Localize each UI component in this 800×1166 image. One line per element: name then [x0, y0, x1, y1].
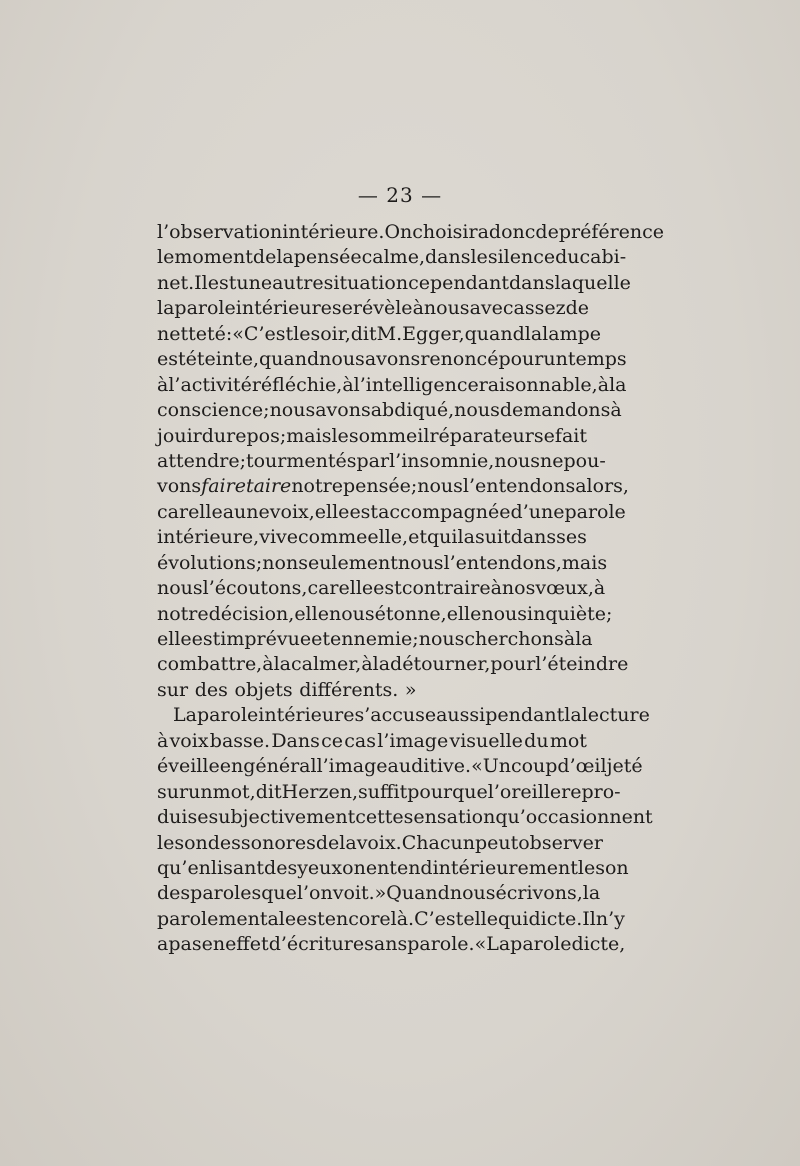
text-line: a pas en effet d’écriture sans parole. « La parole dicte, — [157, 933, 626, 956]
text-line: netteté : « C’est le soir, dit M. Egger, quand la lampe — [157, 322, 601, 345]
text-line: parole mentale est encore là. C’est elle qui dicte. Il n’y — [157, 907, 625, 930]
text-line: à voix basse. Dans ce cas l’image visuelle du mot — [157, 729, 587, 752]
text-line: elle est imprévue et ennemie; nous cherchons à la — [157, 628, 593, 650]
text-line: net. Il est une autre situation cependant dans laquelle — [157, 271, 631, 294]
text-line: des paroles que l’on voit. » Quand nous écrivons, la — [157, 882, 601, 905]
text-line: attendre; tourmentés par l’insomnie, nous ne pou- — [157, 449, 606, 472]
text-line: qu’en lisant des yeux on entend intérieurement le son — [157, 856, 629, 879]
text-line: est éteinte, quand nous avons renoncé pour un temps — [157, 348, 627, 371]
text-line: la parole intérieure se révèle à nous avec assez de — [157, 297, 590, 320]
text-line: le moment de la pensée calme, dans le silence du cabi- — [157, 246, 627, 269]
body-text — [157, 220, 665, 958]
text-line: jouir du repos; mais le sommeil réparateur se fait — [157, 424, 587, 447]
text-line: duise subjectivement cette sensation qu’occasionnent — [157, 806, 653, 829]
text-line: notre décision, elle nous étonne, elle nous inquiète; — [157, 602, 613, 625]
page-number: — 23 — — [357, 183, 443, 207]
text-line: éveille en général l’image auditive. « Un coup d’œil jeté — [157, 755, 643, 778]
text-line: les ondes sonores de la voix. Chacun peut observer — [157, 831, 603, 854]
text-line: combattre, à la calmer, à la détourner, pour l’éteindre — [157, 653, 629, 676]
text-line: sur des objets différents. » — [157, 678, 417, 701]
text-line: vons faire taire notre pensée; nous l’entendons alors, — [157, 475, 629, 498]
text-line: nous l’écoutons, car elle est contraire à nos vœux, à — [157, 577, 606, 600]
text-line: évolutions; non seulement nous l’entendons, mais — [157, 551, 608, 574]
text-line: intérieure, vive comme elle, et qui la suit dans ses — [157, 526, 587, 549]
text-line: La parole intérieure s’accuse aussi pendant la lecture — [173, 704, 650, 727]
text-line: l’observation intérieure. On choisira donc de préférence — [157, 221, 665, 243]
text-line: car elle a une voix, elle est accompagnée d’une parole — [157, 500, 626, 523]
text-line: conscience; nous avons abdiqué, nous demandons à — [157, 399, 622, 422]
text-line: sur un mot, dit Herzen, suffit pour que l’oreille repro- — [157, 780, 621, 803]
text-line: à l’activité réfléchie, à l’intelligence raisonnable, à la — [157, 373, 627, 396]
